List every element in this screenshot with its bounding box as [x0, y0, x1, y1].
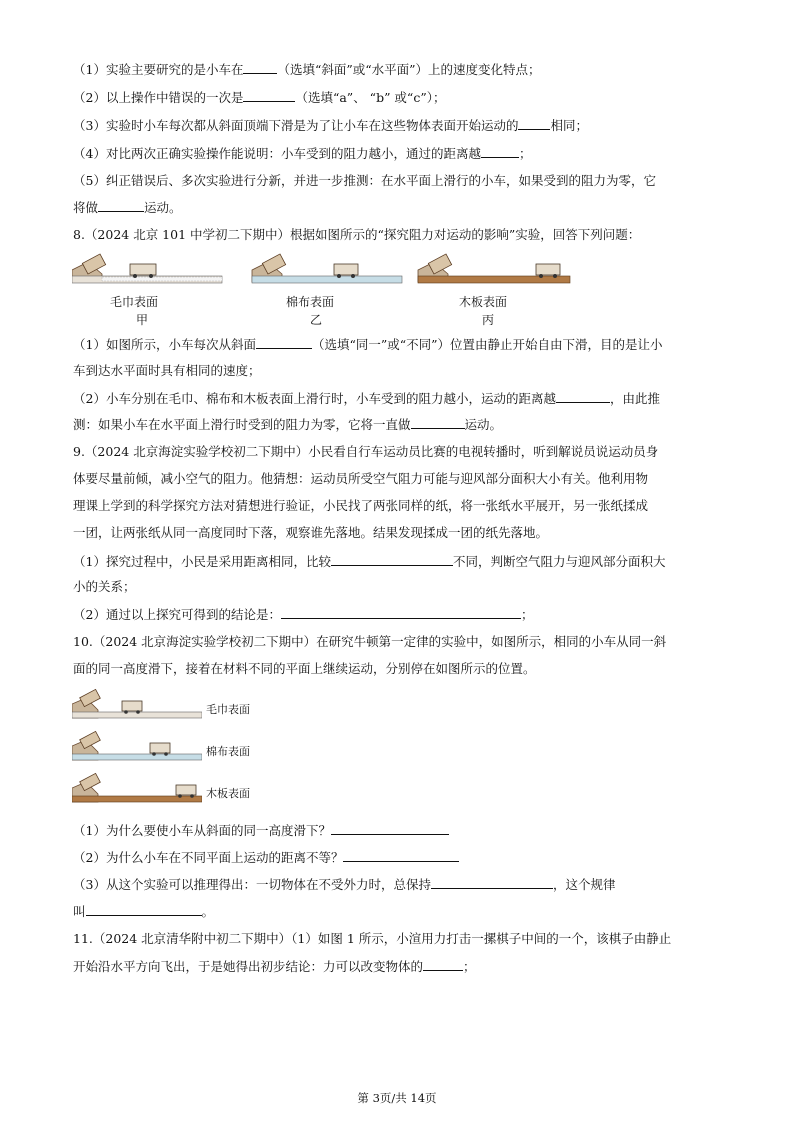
q9-part1: （1）探究过程中，小民是采用距离相同，比较 不同，判断空气阻力与迎风部分面积大: [73, 554, 666, 569]
wood-setup-illustration: [72, 773, 202, 802]
q8-part2: （2）小车分别在毛巾、棉布和木板表面上滑行时，小车受到的阻力越小，运动的距离越 ，由此推: [73, 391, 660, 406]
q8-part1: （1）如图所示，小车每次从斜面 （选填“同一”或“不同”）位置由静止开始自由下滑，目的是让小: [73, 337, 663, 352]
answer-blank[interactable]: [243, 60, 277, 74]
cotton-setup-illustration: [72, 731, 202, 760]
q10-stem-line2: 面的同一高度滑下，接着在材料不同的平面上继续运动，分别停在如图所示的位置。: [73, 661, 536, 676]
q8-part1-cont: 车到达水平面时具有相同的速度；: [73, 363, 261, 378]
q8-figure: [72, 250, 572, 290]
q10-part3: （3）从这个实验可以推理得出：一切物体在不受外力时，总保持 ，这个规律: [73, 877, 616, 892]
figure-caption-surface: 木板表面: [206, 787, 250, 800]
q10-part2: （2）为什么小车在不同平面上运动的距离不等？: [73, 848, 459, 867]
q7-part5: （5）纠正错误后、多次实验进行分新，并进一步推测：在水平面上滑行的小车，如果受到的阻力为零，它: [73, 173, 656, 188]
figure-caption-surface: 木板表面: [459, 295, 508, 309]
answer-blank[interactable]: [481, 144, 519, 158]
figure-caption-tag: 丙: [482, 313, 495, 327]
q11-stem-line2: 开始沿水平方向飞出，于是她得出初步结论：力可以改变物体的 ；: [73, 959, 476, 974]
answer-blank[interactable]: [431, 875, 553, 889]
q7-part2: （2）以上操作中错误的一次是 （选填“a”、 “b” 或“c”）；: [73, 90, 446, 105]
figure-caption-surface: 毛巾表面: [206, 703, 250, 716]
towel-setup-illustration: [72, 254, 222, 283]
q8-stem: 8.（2024 北京 101 中学初二下期中）根据如图所示的“探究阻力对运动的影响”实验，回答下列问题：: [73, 227, 641, 242]
answer-blank[interactable]: [86, 902, 202, 916]
q10-part1: （1）为什么要使小车从斜面的同一高度滑下？: [73, 821, 449, 840]
figure-caption-surface: 棉布表面: [206, 745, 250, 758]
q7-part5-cont: 将做 运动。: [73, 200, 182, 215]
q9-stem-line3: 理课上学到的科学探究方法对猜想进行验证，小民找了两张同样的纸，将一张纸水平展开，另一张纸揉成: [73, 498, 649, 513]
q8-part2-cont: 测：如果小车在水平面上滑行时受到的阻力为零，它将一直做 运动。: [73, 417, 503, 432]
answer-blank[interactable]: [518, 116, 550, 130]
q9-stem-line2: 体要尽量前倾，减小空气的阻力。他猜想：运动员所受空气阻力可能与迎风部分面积大小有关。他利用物: [73, 471, 649, 486]
q7-part3: （3）实验时小车每次都从斜面顶端下滑是为了让小车在这些物体表面开始运动的 相同；: [73, 118, 588, 133]
q10-stem-line1: 10.（2024 北京海淀实验学校初二下期中）在研究牛顿第一定律的实验中，如图所示，相同的小车从同一斜: [73, 634, 667, 649]
q7-part4: （4）对比两次正确实验操作能说明：小车受到的阻力越小，通过的距离越 ；: [73, 146, 532, 161]
q9-part1-cont: 小的关系；: [73, 579, 136, 594]
answer-blank[interactable]: [256, 335, 312, 349]
answer-blank[interactable]: [423, 957, 463, 971]
figure-caption-tag: 甲: [136, 313, 149, 327]
q10-figure: [72, 688, 202, 808]
towel-setup-illustration: [72, 689, 202, 718]
answer-blank[interactable]: [243, 88, 295, 102]
answer-blank[interactable]: [556, 389, 610, 403]
figure-caption-surface: 棉布表面: [286, 295, 335, 309]
q9-stem-line1: 9.（2024 北京海淀实验学校初二下期中）小民看自行车运动员比赛的电视转播时，听到解说员说运动员身: [73, 444, 659, 459]
figure-caption-tag: 乙: [310, 313, 323, 327]
answer-blank[interactable]: [98, 198, 144, 212]
answer-blank[interactable]: [343, 848, 459, 862]
cotton-setup-illustration: [252, 254, 402, 283]
q9-stem-line4: 一团，让两张纸从同一高度同时下落，观察谁先落地。结果发现揉成一团的纸先落地。: [73, 525, 549, 540]
answer-blank[interactable]: [331, 821, 449, 835]
answer-blank[interactable]: [331, 552, 453, 566]
q7-part1: （1）实验主要研究的是小车在 （选填“斜面”或“水平面”）上的速度变化特点；: [73, 62, 541, 77]
answer-blank[interactable]: [281, 605, 521, 619]
wood-setup-illustration: [418, 254, 570, 283]
q10-part3-cont: 叫 。: [73, 904, 215, 919]
figure-caption-surface: 毛巾表面: [110, 295, 159, 309]
q9-part2: （2）通过以上探究可得到的结论是： ；: [73, 607, 534, 622]
answer-blank[interactable]: [411, 415, 465, 429]
page-number-footer: 第 3页/共 14页: [357, 1091, 437, 1105]
q11-stem-line1: 11.（2024 北京清华附中初二下期中）（1）如图 1 所示，小渲用力打击一摞棋子中间的一个，该棋子由静止: [73, 931, 672, 946]
